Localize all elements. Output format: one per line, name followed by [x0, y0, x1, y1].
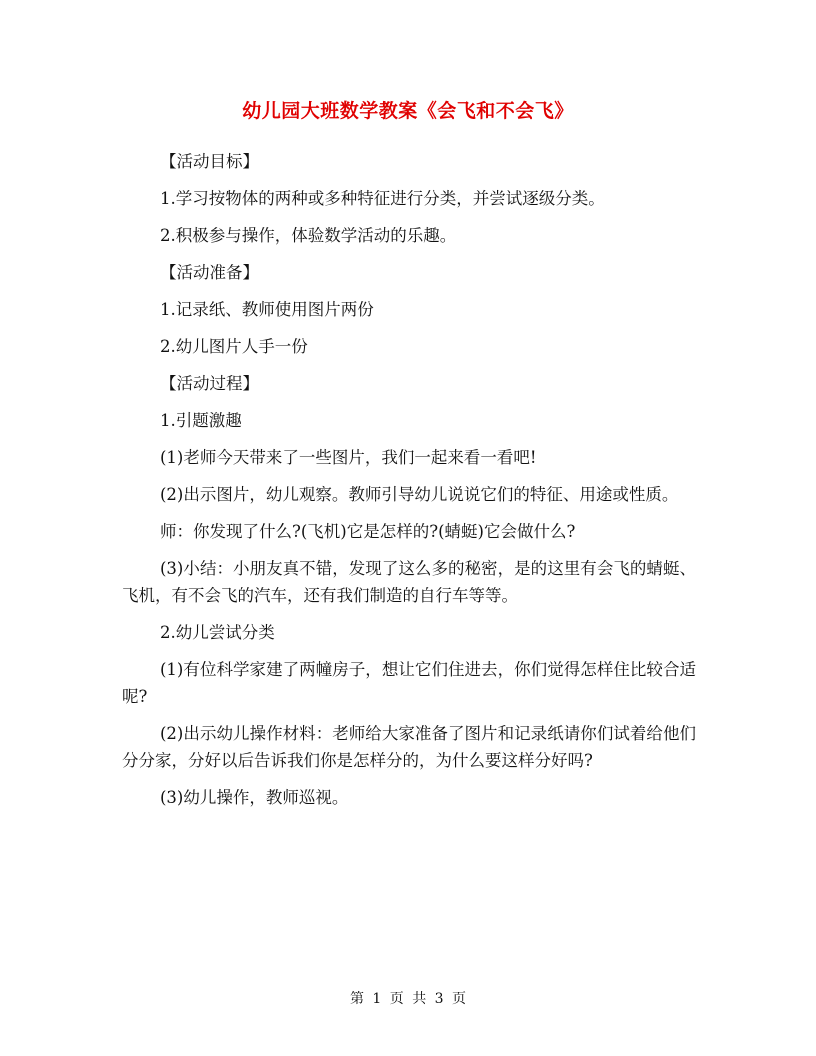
- paragraph: 1.记录纸、教师使用图片两份: [160, 300, 374, 319]
- paragraph: (1)老师今天带来了一些图片，我们一起来看一看吧!: [160, 448, 537, 467]
- paragraph: (1)有位科学家建了两幢房子，想让它们住进去，你们觉得怎样住比较合适呢?: [122, 660, 696, 706]
- paragraph: (3)幼儿操作，教师巡视。: [160, 788, 349, 807]
- paragraph: 1.引题激趣: [160, 411, 242, 430]
- page-footer: 第 1 页 共 3 页: [349, 991, 467, 1007]
- paragraph: 1.学习按物体的两种或多种特征进行分类，并尝试逐级分类。: [160, 189, 605, 208]
- paragraph: 2.幼儿尝试分类: [160, 623, 275, 642]
- paragraph: 2.幼儿图片人手一份: [160, 337, 308, 356]
- paragraph: 师：你发现了什么?(飞机)它是怎样的?(蜻蜓)它会做什么?: [160, 522, 576, 541]
- paragraph: (2)出示图片，幼儿观察。教师引导幼儿说说它们的特征、用途或性质。: [160, 485, 679, 504]
- document-body: [122, 148, 696, 821]
- section-heading-preparation: 【活动准备】: [160, 263, 259, 282]
- paragraph: 2.积极参与操作，体验数学活动的乐趣。: [160, 226, 457, 245]
- paragraph: (3)小结：小朋友真不错，发现了这么多的秘密，是的这里有会飞的蜻蜓、飞机，有不会飞的汽车，还有我们制造的自行车等等。: [122, 559, 696, 605]
- document-title: 幼儿园大班数学教案《会飞和不会飞》: [242, 100, 574, 122]
- paragraph: (2)出示幼儿操作材料：老师给大家准备了图片和记录纸请你们试着给他们分分家，分好以后告诉我们你是怎样分的，为什么要这样分好吗?: [122, 724, 696, 770]
- section-heading-goals: 【活动目标】: [160, 152, 259, 171]
- section-heading-process: 【活动过程】: [160, 374, 259, 393]
